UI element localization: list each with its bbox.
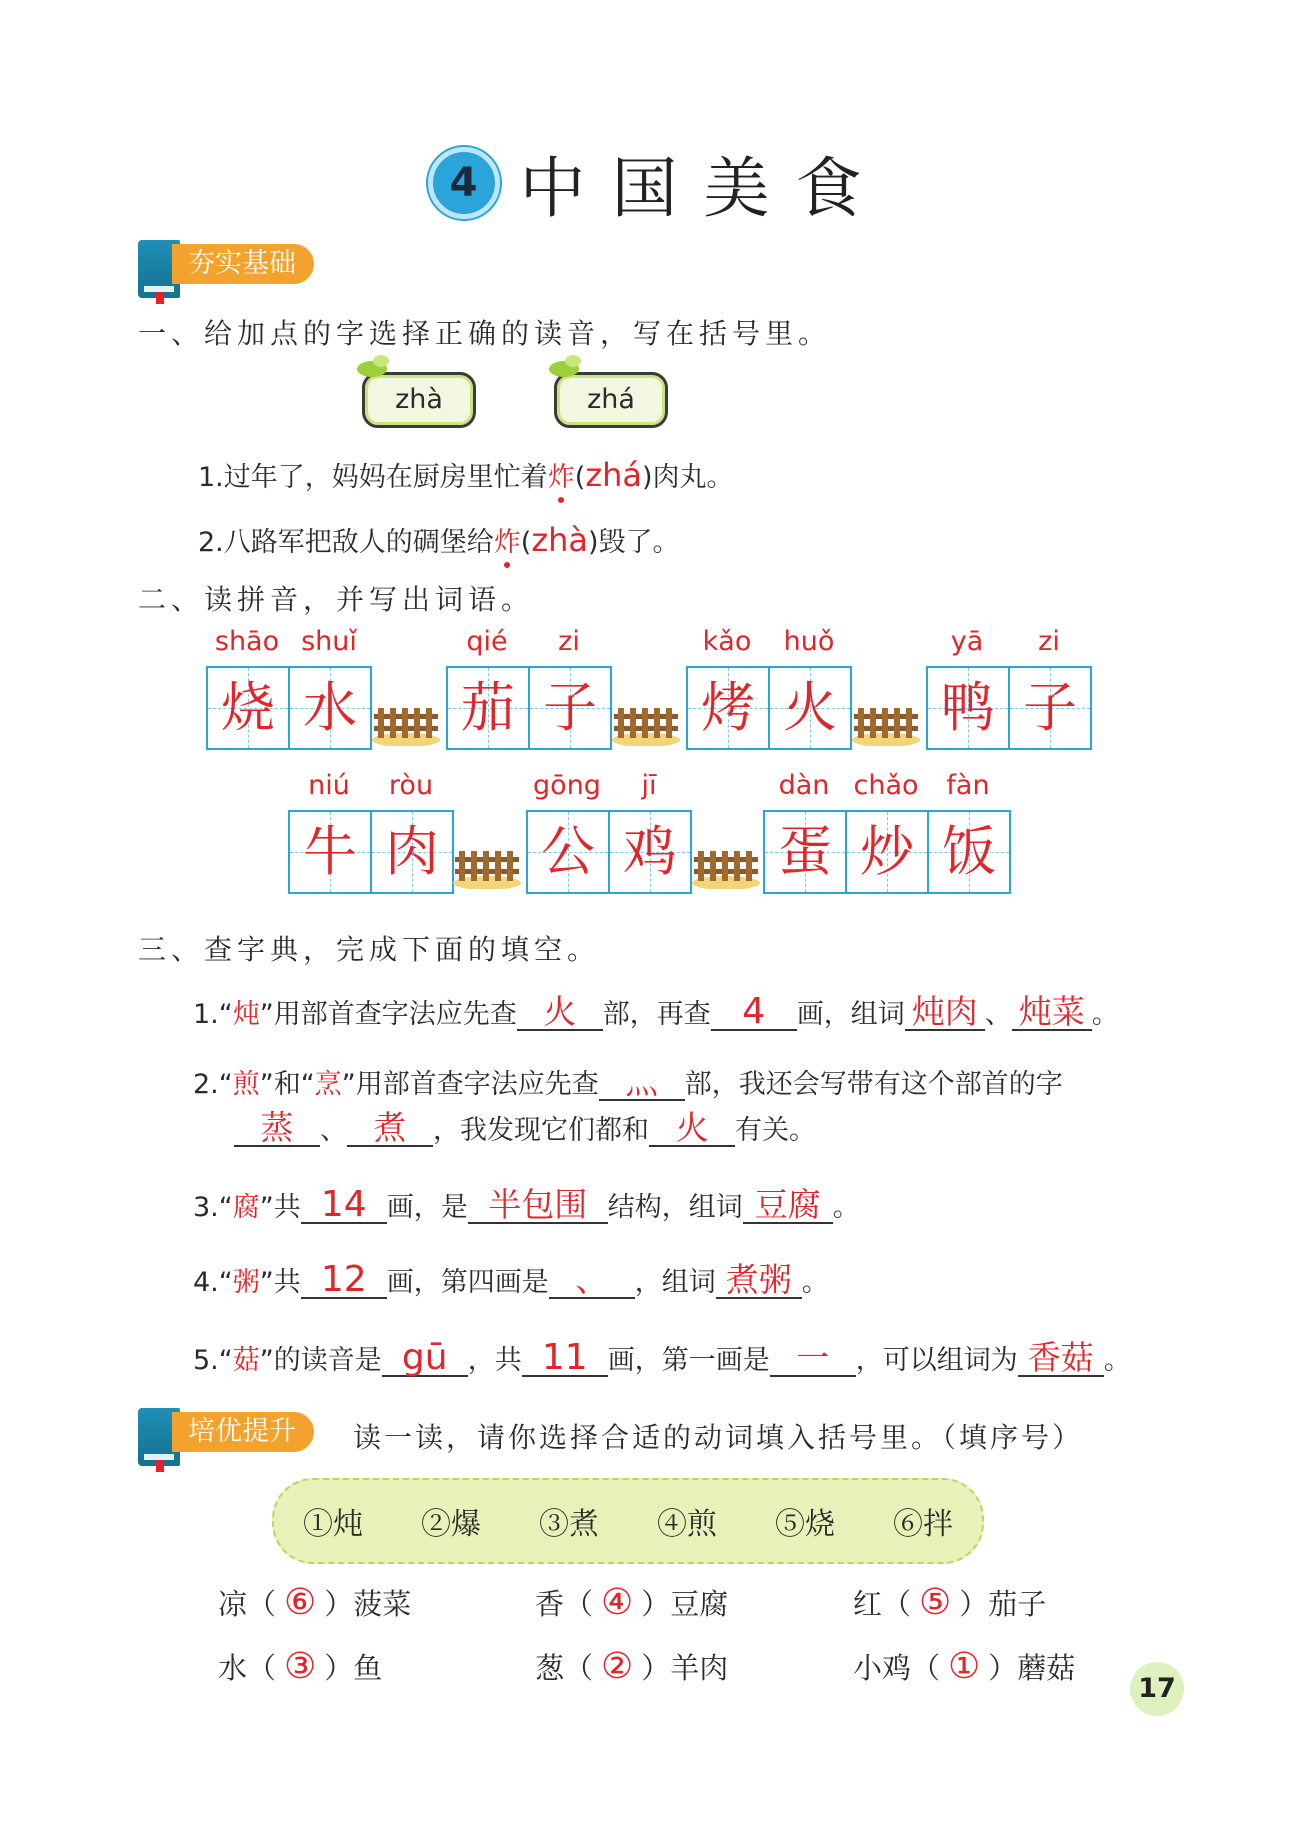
answer-blank: 11 [522,1341,608,1377]
answer-blank: 火 [517,995,603,1031]
target-char: 煎 [232,1069,260,1100]
verb-options-box [272,1478,984,1564]
answer-blank: 炖菜 [1012,995,1092,1031]
q3-item-2-line-2: 蒸 、 煮 ，我发现它们都和 火 有关。 [234,1108,816,1147]
pinyin-group: kǎo huǒ [702,626,835,657]
question-2-heading: 二、读拼音，并写出词语。 [138,583,535,616]
pinyin-option-1: zhà [362,372,476,428]
pinyin-group: shāo shuǐ [214,626,357,657]
answer-blank: 香菇 [1018,1341,1104,1377]
fence-icon [692,843,760,889]
answer-blank: 煮粥 [716,1263,802,1299]
verb-option: ③煮 [539,1507,599,1542]
verb-option: ⑤烧 [775,1507,835,1542]
answer-blank: 4 [711,995,797,1031]
caterpillar-icon [549,361,579,377]
fill-item: 葱（ ② ）羊肉 [535,1646,729,1687]
answer-blank: 煮 [347,1111,433,1147]
word-grid: 烧 水 [206,666,372,750]
answer-blank: 灬 [599,1065,685,1101]
q3-item-3: 3.“腐”共 14 画，是 半包围 结构，组词 豆腐 。 [193,1184,860,1225]
target-char: 烹 [314,1069,342,1100]
q3-item-2-line-1: 2.“煎”和“烹”用部首查字法应先查 灬 部，我还会写带有这个部首的字 [193,1062,1063,1101]
answer-blank: 14 [301,1188,387,1224]
answer-blank: 、 [549,1263,635,1299]
fill-item: 小鸡（ ① ）蘑菇 [853,1646,1076,1687]
pinyin-option-2: zhá [554,372,668,428]
target-char: 粥 [232,1267,260,1298]
answer-blank: 火 [649,1111,735,1147]
fill-item: 香（ ④ ）豆腐 [535,1582,729,1623]
answer-blank: 炖肉 [905,995,985,1031]
answer-blank: 12 [301,1263,387,1299]
question-1-heading: 一、给加点的字选择正确的读音，写在括号里。 [138,317,832,350]
answer-blank: 半包围 [468,1188,608,1224]
answer-number: ② [601,1646,634,1687]
pinyin-group: dàn chǎo fàn [778,770,990,801]
target-char: 炖 [232,999,260,1030]
dotted-char: 炸 [493,527,521,558]
verb-option: ②爆 [421,1507,481,1542]
page-number: 17 [1130,1662,1184,1716]
target-char: 腐 [232,1192,260,1223]
answer-number: ④ [601,1582,634,1623]
lesson-number: 4 [428,147,500,219]
pinyin-group: niú ròu [308,770,434,801]
answer-number: ⑥ [284,1582,317,1623]
target-char: 菇 [232,1345,260,1376]
fence-icon [453,843,521,889]
pinyin-group: qié zi [466,626,580,657]
dotted-char: 炸 [547,462,575,493]
q3-item-4: 4.“粥”共 12 画，第四画是 、 ，组词 煮粥 。 [193,1259,829,1300]
answer-number: ③ [284,1646,317,1687]
fill-item: 红（ ⑤ ）茄子 [853,1582,1047,1623]
fill-item: 水（ ③ ）鱼 [218,1646,383,1687]
verb-option: ④煎 [657,1507,717,1542]
q1-item-2: 2.八路军把敌人的碉堡给炸(zhà)毁了。 [198,521,680,559]
fence-icon [852,700,920,746]
lesson-title: 中国美食 [519,150,888,227]
page-title [0,135,1315,225]
word-grid: 蛋 炒 饭 [763,810,1011,894]
fence-icon [612,700,680,746]
answer-number: ⑤ [919,1582,952,1623]
q3-item-5: 5.“菇”的读音是 gū ，共 11 画，第一画是 一 ，可以组词为 香菇 。 [193,1337,1131,1378]
answer-pinyin: zhà [531,521,588,559]
word-grid: 公 鸡 [526,810,692,894]
section-badge-label: 培优提升 [172,1412,314,1452]
verb-option: ①炖 [303,1507,363,1542]
word-grid: 鸭 子 [926,666,1092,750]
q3-item-1: 1.“炖”用部首查字法应先查 火 部，再查 4 画，组词 炖肉 、 炖菜 。 [193,991,1119,1032]
verb-option: ⑥拌 [893,1507,953,1542]
fence-icon [372,700,440,746]
answer-number: ① [948,1646,981,1687]
answer-blank: 一 [770,1341,856,1377]
section-badge-label: 夯实基础 [172,244,314,284]
pinyin-group: yā zi [950,626,1060,657]
answer-blank: 豆腐 [743,1188,833,1224]
word-grid: 牛 肉 [288,810,454,894]
word-grid: 茄 子 [446,666,612,750]
q1-item-1: 1.过年了，妈妈在厨房里忙着炸(zhá)肉丸。 [198,456,734,494]
pinyin-group: gōng jī [533,770,657,801]
answer-blank: 蒸 [234,1111,320,1147]
answer-blank: gū [382,1341,468,1377]
caterpillar-icon [357,361,387,377]
fill-item: 凉（ ⑥ ）菠菜 [218,1582,412,1623]
section-2-instruction: 读一读，请你选择合适的动词填入括号里。（填序号） [353,1421,1084,1454]
answer-pinyin: zhá [585,456,642,494]
word-grid: 烤 火 [686,666,852,750]
question-3-heading: 三、查字典，完成下面的填空。 [138,933,601,966]
